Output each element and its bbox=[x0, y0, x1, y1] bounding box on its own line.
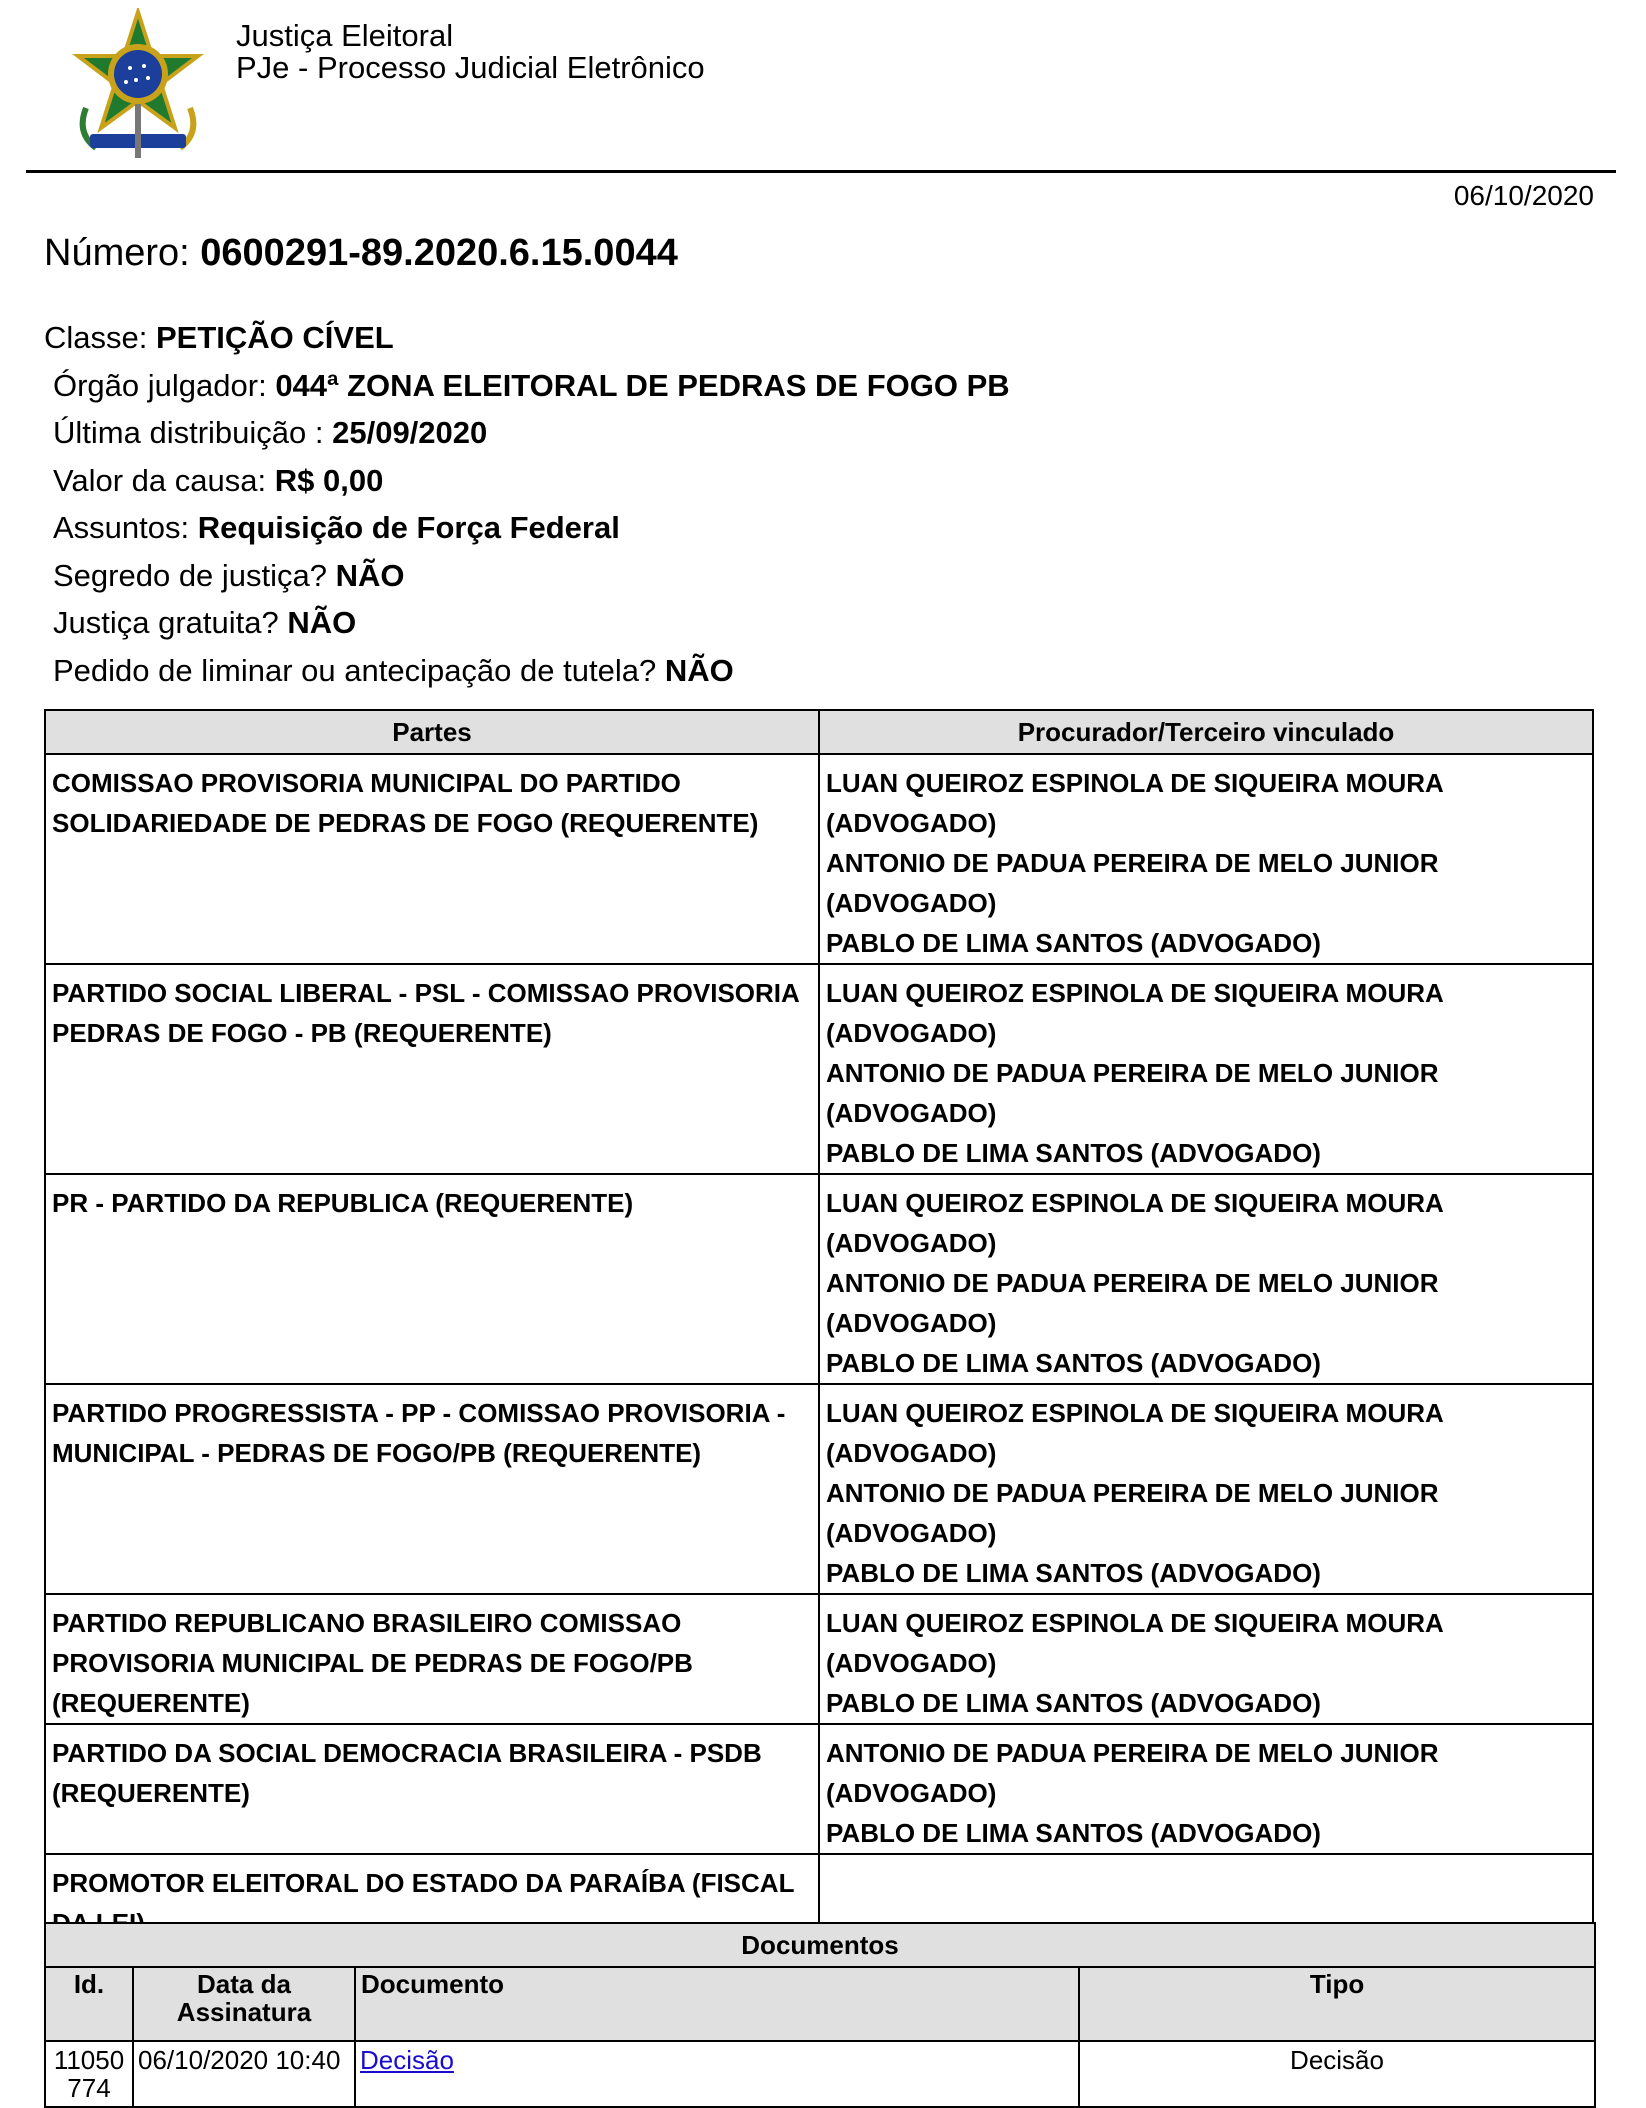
table-row bbox=[45, 2041, 1595, 2107]
lawyers-cell bbox=[819, 1594, 1593, 1724]
lawyer-name: ANTONIO DE PADUA PEREIRA DE MELO JUNIOR (ADVOGADO) bbox=[826, 1478, 1439, 1548]
document-type: Decisão bbox=[1079, 2041, 1595, 2107]
info-label: Pedido de liminar ou antecipação de tutela? bbox=[53, 652, 657, 688]
documents-table bbox=[44, 1922, 1596, 2108]
info-value: PETIÇÃO CÍVEL bbox=[156, 320, 394, 355]
party-cell: PROMOTOR ELEITORAL DO ESTADO DA PARAÍBA (FISCAL bbox=[45, 1854, 819, 1950]
info-value: Requisição de Força Federal bbox=[197, 510, 620, 545]
lawyers-cell bbox=[819, 1384, 1593, 1594]
table-row bbox=[45, 1174, 1593, 1384]
column-header-procurador: Procurador/Terceiro vinculado bbox=[819, 710, 1593, 754]
table-row bbox=[45, 964, 1593, 1174]
documents-title: Documentos bbox=[45, 1923, 1595, 1967]
lawyer-name: ANTONIO DE PADUA PEREIRA DE MELO JUNIOR (ADVOGADO) bbox=[826, 1268, 1439, 1338]
lawyer-name: ANTONIO DE PADUA PEREIRA DE MELO JUNIOR (ADVOGADO) bbox=[826, 848, 1439, 918]
lawyer-name: PABLO DE LIMA SANTOS (ADVOGADO) bbox=[826, 1688, 1321, 1718]
info-label: Segredo de justiça? bbox=[53, 557, 328, 593]
lawyer-name: PABLO DE LIMA SANTOS (ADVOGADO) bbox=[826, 928, 1321, 958]
party-cell: PR - PARTIDO DA REPUBLICA (REQUERENTE) bbox=[45, 1174, 819, 1384]
lawyer-name: LUAN QUEIROZ ESPINOLA DE SIQUEIRA MOURA (ADVOGADO) bbox=[826, 768, 1443, 838]
documents-header-row bbox=[45, 1967, 1595, 2041]
table-row bbox=[45, 1594, 1593, 1724]
party-cell: PARTIDO DA SOCIAL DEMOCRACIA BRASILEIRA - PSDB (REQUERENTE) bbox=[45, 1724, 819, 1854]
case-number-value: 0600291-89.2020.6.15.0044 bbox=[200, 232, 678, 274]
info-label: Órgão julgador: bbox=[53, 367, 267, 403]
info-value: 25/09/2020 bbox=[332, 415, 488, 450]
info-value: NÃO bbox=[335, 557, 405, 593]
info-label: Última distribuição : bbox=[53, 415, 324, 450]
info-value: NÃO bbox=[287, 605, 357, 640]
info-distribuicao bbox=[44, 413, 1010, 461]
info-value: R$ 0,00 bbox=[274, 462, 384, 498]
party-cell: PARTIDO SOCIAL LIBERAL - PSL - COMISSAO PROVISORIA PEDRAS DE FOGO - PB (REQUERENTE) bbox=[45, 964, 819, 1174]
header-text bbox=[236, 20, 705, 84]
table-row bbox=[45, 754, 1593, 964]
info-valor bbox=[44, 461, 1010, 509]
info-value: NÃO bbox=[664, 652, 734, 688]
lawyers-cell bbox=[819, 1724, 1593, 1854]
case-info bbox=[44, 318, 1010, 698]
info-label: Assuntos: bbox=[53, 510, 190, 545]
parties-table bbox=[44, 709, 1594, 1951]
party-cell: PARTIDO PROGRESSISTA - PP - COMISSAO PROVISORIA - MUNICIPAL - PEDRAS DE FOGO/PB (REQUERENTE) bbox=[45, 1384, 819, 1594]
document-header bbox=[66, 8, 1616, 168]
column-header-partes: Partes bbox=[45, 710, 819, 754]
lawyer-name: LUAN QUEIROZ ESPINOLA DE SIQUEIRA MOURA (ADVOGADO) bbox=[826, 1188, 1443, 1258]
party-cell: PARTIDO REPUBLICANO BRASILEIRO COMISSAO PROVISORIA MUNICIPAL DE PEDRAS DE FOGO/PB (REQUERENTE) bbox=[45, 1594, 819, 1724]
documents-title-row bbox=[45, 1923, 1595, 1967]
info-label: Classe: bbox=[44, 320, 148, 355]
info-orgao bbox=[44, 366, 1010, 414]
table-row bbox=[45, 1384, 1593, 1594]
lawyer-name: PABLO DE LIMA SANTOS (ADVOGADO) bbox=[826, 1138, 1321, 1168]
lawyer-name: PABLO DE LIMA SANTOS (ADVOGADO) bbox=[826, 1818, 1321, 1848]
info-label: Justiça gratuita? bbox=[53, 605, 279, 640]
header-divider bbox=[26, 170, 1616, 173]
lawyer-name: ANTONIO DE PADUA PEREIRA DE MELO JUNIOR (ADVOGADO) bbox=[826, 1738, 1439, 1808]
column-header-id: Id. bbox=[45, 1967, 133, 2041]
lawyers-cell bbox=[819, 754, 1593, 964]
lawyer-name: PABLO DE LIMA SANTOS (ADVOGADO) bbox=[826, 1558, 1321, 1588]
info-label: Valor da causa: bbox=[53, 462, 267, 498]
lawyer-name: LUAN QUEIROZ ESPINOLA DE SIQUEIRA MOURA (ADVOGADO) bbox=[826, 978, 1443, 1048]
document-cell bbox=[355, 2041, 1079, 2107]
info-classe bbox=[44, 318, 1010, 366]
lawyer-name: PABLO DE LIMA SANTOS (ADVOGADO) bbox=[826, 1348, 1321, 1378]
header-system: PJe - Processo Judicial Eletrônico bbox=[236, 50, 705, 85]
column-header-document: Documento bbox=[355, 1967, 1079, 2041]
column-header-date: Data da Assinatura bbox=[133, 1967, 355, 2041]
info-gratuita bbox=[44, 603, 1010, 651]
table-row bbox=[45, 1724, 1593, 1854]
parties-header-row bbox=[45, 710, 1593, 754]
lawyer-name: ANTONIO DE PADUA PEREIRA DE MELO JUNIOR (ADVOGADO) bbox=[826, 1058, 1439, 1128]
info-assuntos bbox=[44, 508, 1010, 556]
lawyer-name: LUAN QUEIROZ ESPINOLA DE SIQUEIRA MOURA (ADVOGADO) bbox=[826, 1398, 1443, 1468]
document-date: 06/10/2020 10:40 bbox=[133, 2041, 355, 2107]
info-segredo bbox=[44, 556, 1010, 604]
party-cell: COMISSAO PROVISORIA MUNICIPAL DO PARTIDO SOLIDARIEDADE DE PEDRAS DE FOGO (REQUERENTE) bbox=[45, 754, 819, 964]
header-org: Justiça Eleitoral bbox=[236, 18, 454, 53]
lawyers-cell bbox=[819, 964, 1593, 1174]
document-link[interactable]: Decisão bbox=[360, 2045, 454, 2075]
info-liminar bbox=[44, 651, 1010, 699]
case-number-label: Número: bbox=[44, 232, 190, 274]
lawyers-cell bbox=[819, 1174, 1593, 1384]
brazil-coat-of-arms-icon bbox=[66, 8, 211, 163]
case-number bbox=[44, 232, 678, 275]
document-date: 06/10/2020 bbox=[1453, 180, 1594, 211]
info-value: 044ª ZONA ELEITORAL DE PEDRAS DE FOGO PB bbox=[275, 367, 1010, 403]
lawyer-name: LUAN QUEIROZ ESPINOLA DE SIQUEIRA MOURA (ADVOGADO) bbox=[826, 1608, 1443, 1678]
column-header-type: Tipo bbox=[1079, 1967, 1595, 2041]
document-id: 11050 774 bbox=[45, 2041, 133, 2107]
